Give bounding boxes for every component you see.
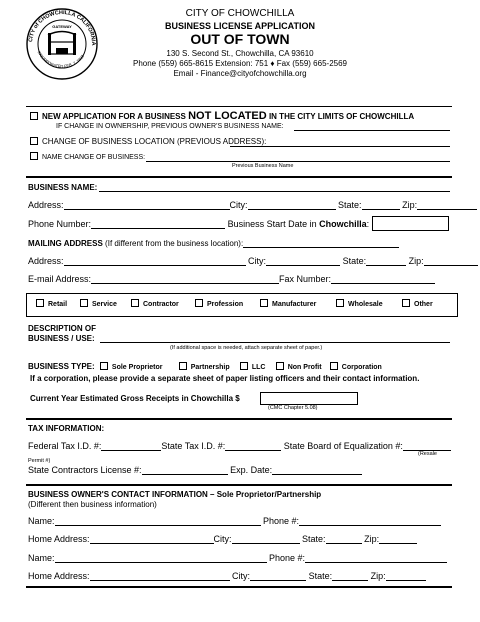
mailing-city-field[interactable] [266, 256, 340, 266]
divider [26, 176, 452, 178]
tax-info-title: TAX INFORMATION: [28, 424, 105, 433]
business-address-row: Address: City: State: Zip: [28, 200, 477, 210]
service-checkbox[interactable] [80, 299, 88, 307]
profession-checkbox[interactable] [195, 299, 203, 307]
owner1-name-field[interactable] [55, 516, 261, 526]
business-phone-row: Phone Number: Business Start Date in Chowchilla: [28, 219, 370, 229]
divider [26, 106, 452, 107]
contractors-license-field[interactable] [142, 465, 228, 475]
contractor-checkbox[interactable] [131, 299, 139, 307]
previous-owner-label: IF CHANGE IN OWNERSHIP, PREVIOUS OWNER'S BUSINESS NAME: [56, 123, 284, 130]
corporation-note: If a corporation, please provide a separate sheet of paper listing officers and their contact information. [30, 374, 420, 383]
corporation-checkbox[interactable] [330, 362, 338, 370]
business-name-label: BUSINESS NAME: [28, 183, 98, 192]
svg-text:GATEWAY: GATEWAY [52, 24, 72, 29]
business-phone-field[interactable] [91, 219, 225, 229]
owner-info-sub: (Different then business information) [28, 500, 157, 509]
resale-note-1: (Resale [418, 451, 437, 457]
owner1-address-row: Home Address: City: State: Zip: [28, 534, 417, 544]
mailing-address-line-row: Address: City: State: Zip: [28, 256, 478, 266]
mailing-address-row: MAILING ADDRESS (If different from the business location): [28, 238, 399, 248]
owner2-zip-field[interactable] [386, 571, 426, 581]
federal-tax-id-field[interactable] [101, 441, 161, 451]
new-application-checkbox[interactable] [30, 112, 38, 120]
gross-receipts-label: Current Year Estimated Gross Receipts in Chowchilla $ [30, 394, 240, 403]
email-field[interactable] [91, 274, 279, 284]
manufacturer-checkbox[interactable] [260, 299, 268, 307]
city-address: 130 S. Second St., Chowchilla, CA 93610 [166, 49, 314, 58]
mailing-state-field[interactable] [366, 256, 406, 266]
city-name: CITY OF CHOWCHILLA [185, 8, 295, 19]
previous-address-field[interactable] [230, 146, 450, 147]
mailing-street-field[interactable] [64, 256, 246, 266]
tax-ids-row: Federal Tax I.D. #: State Tax I.D. #: State Board of Equalization #: [28, 441, 451, 451]
owner1-phone-field[interactable] [299, 516, 441, 526]
llc-checkbox[interactable] [240, 362, 248, 370]
state-tax-id-field[interactable] [225, 441, 281, 451]
change-location-row: CHANGE OF BUSINESS LOCATION (PREVIOUS ADDRESS): [30, 137, 266, 146]
new-application-row: NEW APPLICATION FOR A BUSINESS NOT LOCATED IN THE CITY LIMITS OF CHOWCHILLA [30, 110, 414, 122]
mailing-zip-field[interactable] [424, 256, 478, 266]
svg-text:INCORPORATED FEB. 7, 1923: INCORPORATED FEB. 7, 1923 [36, 50, 85, 69]
owner2-address-field[interactable] [90, 571, 230, 581]
retail-checkbox[interactable] [36, 299, 44, 307]
divider [26, 418, 452, 420]
description-note: (If additional space is needed, attach separate sheet of paper.) [170, 345, 323, 351]
wholesale-checkbox[interactable] [336, 299, 344, 307]
cat-contractor[interactable]: Contractor [131, 300, 179, 308]
owner1-zip-field[interactable] [379, 534, 417, 544]
owner2-address-row: Home Address: City: State: Zip: [28, 571, 426, 581]
name-change-row: NAME CHANGE OF BUSINESS: [30, 153, 145, 161]
cat-retail[interactable]: Retail [36, 300, 67, 308]
resale-note-2: Permit #) [28, 458, 51, 464]
cat-service[interactable]: Service [80, 300, 117, 308]
divider [26, 484, 452, 486]
business-city-field[interactable] [248, 200, 336, 210]
owner2-phone-field[interactable] [305, 553, 447, 563]
owner1-city-field[interactable] [232, 534, 300, 544]
cat-manufacturer[interactable]: Manufacturer [260, 300, 316, 308]
cat-profession[interactable]: Profession [195, 300, 243, 308]
business-address-field[interactable] [64, 200, 230, 210]
gross-receipts-field[interactable] [260, 392, 358, 405]
owner1-state-field[interactable] [326, 534, 362, 544]
partnership-checkbox[interactable] [179, 362, 187, 370]
start-date-field[interactable] [372, 216, 449, 231]
previous-business-name-field[interactable] [146, 161, 450, 162]
fax-field[interactable] [331, 274, 435, 284]
cmc-note: (CMC Chapter 5.08) [268, 405, 318, 411]
previous-owner-field[interactable] [294, 130, 450, 131]
owner2-city-field[interactable] [250, 571, 306, 581]
cat-other[interactable]: Other [402, 300, 433, 308]
business-type-row: BUSINESS TYPE: Sole Proprietor Partnership LLC Non Profit Corporation [28, 362, 382, 371]
city-email: Email - Finance@cityofchowchilla.org [173, 69, 307, 78]
business-zip-field[interactable] [417, 200, 477, 210]
city-phone: Phone (559) 665-8615 Extension: 751 ♦ Fax (559) 665-2569 [132, 59, 347, 68]
other-checkbox[interactable] [402, 299, 410, 307]
application-title: BUSINESS LICENSE APPLICATION [164, 21, 316, 31]
description-field[interactable] [100, 342, 450, 343]
owner2-state-field[interactable] [332, 571, 368, 581]
non-profit-checkbox[interactable] [276, 362, 284, 370]
previous-business-name-caption: Previous Business Name [232, 163, 294, 169]
description-label-1: DESCRIPTION OF [28, 324, 97, 333]
email-fax-row: E-mail Address: Fax Number: [28, 274, 435, 284]
page-title: OUT OF TOWN [190, 31, 290, 47]
expiration-date-field[interactable] [272, 465, 362, 475]
owner-info-title: BUSINESS OWNER'S CONTACT INFORMATION – Sole Proprietor/Partnership [28, 490, 322, 499]
board-of-equalization-field[interactable] [403, 441, 451, 451]
sole-proprietor-checkbox[interactable] [100, 362, 108, 370]
description-label-2: BUSINESS / USE: [28, 334, 95, 343]
owner1-address-field[interactable] [90, 534, 214, 544]
change-location-checkbox[interactable] [30, 137, 38, 145]
divider [26, 586, 452, 588]
contractors-row: State Contractors License #: Exp. Date: [28, 465, 362, 475]
business-state-field[interactable] [362, 200, 400, 210]
mailing-address-field[interactable] [243, 238, 399, 248]
owner2-name-row: Name: Phone #: [28, 553, 447, 563]
name-change-checkbox[interactable] [30, 152, 38, 160]
owner1-name-row: Name: Phone #: [28, 516, 441, 526]
cat-wholesale[interactable]: Wholesale [336, 300, 383, 308]
business-name-field[interactable] [99, 191, 450, 192]
svg-text:CITY of CHOWCHILLA CALIFORNIA: CITY of CHOWCHILLA CALIFORNIA [28, 9, 97, 46]
owner2-name-field[interactable] [55, 553, 267, 563]
